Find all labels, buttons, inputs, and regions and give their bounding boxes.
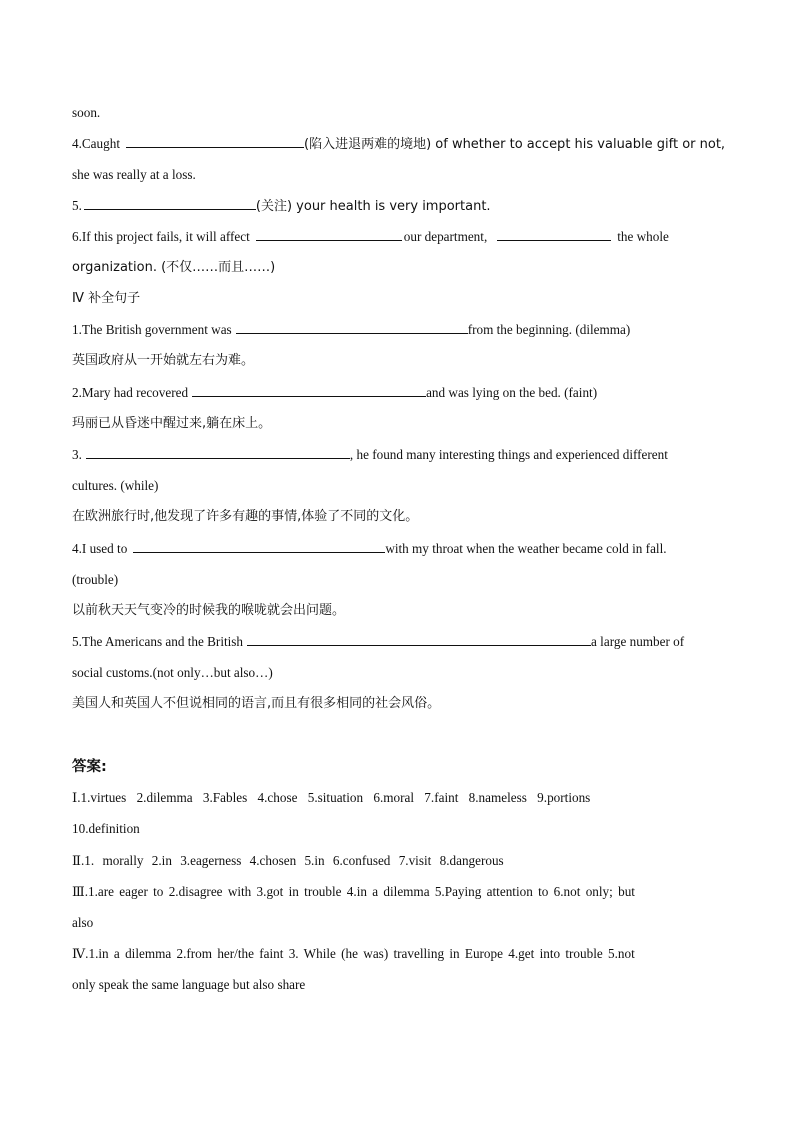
text: our department, xyxy=(403,229,488,244)
answer-blank[interactable] xyxy=(86,446,350,459)
answer-line xyxy=(72,820,722,838)
text: organization. (不仅……而且……) xyxy=(72,260,276,275)
question-4-1 xyxy=(72,321,722,339)
answer-line xyxy=(72,976,722,994)
answer-blank[interactable] xyxy=(126,135,304,148)
text: 4.Caught xyxy=(72,136,120,151)
answer-blank[interactable] xyxy=(497,228,611,241)
answer-line xyxy=(72,914,722,932)
question-4-2 xyxy=(72,384,722,402)
text: with my throat when the weather became cold in fall. xyxy=(385,541,667,556)
text: she was really at a loss. xyxy=(72,167,196,182)
text: Ⅱ.1. morally 2.in 3.eagerness 4.chosen 5.in 6.confused 7.visit 8.dangerous xyxy=(72,853,504,868)
text: 美国人和英国人不但说相同的语言,而且有很多相同的社会风俗。 xyxy=(72,696,441,711)
text: 6.If this project fails, it will affect xyxy=(72,229,250,244)
question-4-5 xyxy=(72,633,722,651)
text: Ⅰ.1.virtues 2.dilemma 3.Fables 4.chose 5.situation 6.moral 7.faint 8.nameless 9.portions xyxy=(72,790,591,805)
text: 4.I used to xyxy=(72,541,128,556)
section-title xyxy=(72,290,722,308)
text: 1.The British government was xyxy=(72,322,232,337)
text: from the beginning. (dilemma) xyxy=(467,322,631,337)
text: , he found many interesting things and experienced different xyxy=(349,447,668,462)
question-3-5 xyxy=(72,197,722,216)
answers-heading xyxy=(72,758,722,776)
text-line xyxy=(72,664,722,682)
translation xyxy=(72,695,722,713)
answer-blank[interactable] xyxy=(133,540,385,553)
answer-line xyxy=(72,945,722,963)
text: 2.Mary had recovered xyxy=(72,385,189,400)
text: 5.The Americans and the British xyxy=(72,634,244,649)
text: 10.definition xyxy=(72,821,140,836)
text: (关注) your health is very important. xyxy=(255,199,491,214)
text-line xyxy=(72,259,722,277)
text: 以前秋天天气变冷的时候我的喉咙就会出问题。 xyxy=(72,603,346,618)
text: Ⅲ.1.are eager to 2.disagree with 3.got in trouble 4.in a dilemma 5.Paying attention to 6.not only; but xyxy=(72,884,635,899)
answer-blank[interactable] xyxy=(247,633,591,646)
text: cultures. (while) xyxy=(72,478,159,493)
text: 3. xyxy=(72,447,82,462)
answer-blank[interactable] xyxy=(192,384,426,397)
text-line xyxy=(72,166,722,184)
text: soon. xyxy=(72,105,101,120)
answer-line xyxy=(72,883,722,901)
text: 玛丽已从昏迷中醒过来,躺在床上。 xyxy=(72,416,272,431)
translation xyxy=(72,352,722,370)
text: social customs.(not only…but also…) xyxy=(72,665,273,680)
text: 在欧洲旅行时,他发现了许多有趣的事情,体验了不同的文化。 xyxy=(72,509,419,524)
text: a large number of xyxy=(591,634,685,649)
translation xyxy=(72,415,722,433)
text: only speak the same language but also share xyxy=(72,977,306,992)
text-line xyxy=(72,104,722,122)
question-3-4 xyxy=(72,135,726,154)
question-4-4 xyxy=(72,540,722,558)
translation xyxy=(72,602,722,620)
text: 答案: xyxy=(72,759,107,775)
answer-blank[interactable] xyxy=(236,321,468,334)
text-line xyxy=(72,477,722,495)
text: Ⅳ.1.in a dilemma 2.from her/the faint 3. While (he was) travelling in Europe 4.get into trouble 5.not xyxy=(72,946,635,961)
text: also xyxy=(72,915,94,930)
text-line xyxy=(72,571,722,589)
text: 英国政府从一开始就左右为难。 xyxy=(72,353,255,368)
text: (陷入进退两难的境地) of whether to accept his valuable gift or not, xyxy=(304,137,726,152)
text: (trouble) xyxy=(72,572,119,587)
question-3-6 xyxy=(72,228,722,246)
text: and was lying on the bed. (faint) xyxy=(426,385,598,400)
answer-blank[interactable] xyxy=(84,197,256,210)
translation xyxy=(72,508,722,526)
text: the whole xyxy=(617,229,669,244)
text: 5. xyxy=(72,198,82,213)
question-4-3 xyxy=(72,446,722,464)
answer-line xyxy=(72,852,722,870)
text: Ⅳ 补全句子 xyxy=(72,291,141,306)
answer-blank[interactable] xyxy=(256,228,402,241)
answer-line xyxy=(72,789,722,807)
